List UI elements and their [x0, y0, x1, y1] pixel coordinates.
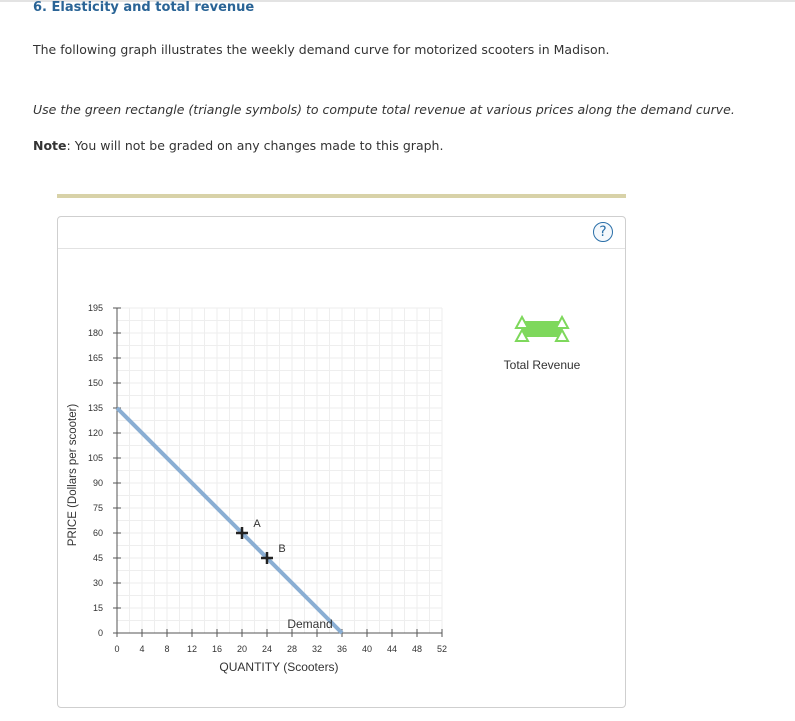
question-title: 6. Elasticity and total revenue [33, 0, 255, 15]
total-revenue-label: Total Revenue [503, 358, 581, 372]
y-tick-label: 90 [92, 478, 103, 488]
x-tick-label: 24 [261, 644, 273, 654]
demand-label: Demand [287, 617, 333, 631]
x-tick-label: 20 [236, 644, 248, 654]
y-tick-label: 15 [92, 603, 103, 613]
y-tick-label: 135 [87, 403, 103, 413]
y-tick-label: 150 [87, 378, 103, 388]
y-tick-label: 45 [92, 553, 103, 563]
y-tick-label: 0 [97, 628, 103, 638]
y-tick-label: 60 [92, 528, 103, 538]
points [236, 518, 286, 564]
y-tick-label: 30 [92, 578, 103, 588]
y-tick-label: 105 [87, 453, 103, 463]
x-tick-label: 12 [186, 644, 198, 654]
point-label: B [278, 543, 286, 555]
point-label: A [253, 518, 261, 530]
x-tick-label: 0 [114, 644, 120, 654]
x-tick-label: 44 [386, 644, 398, 654]
instruction-text: Use the green rectangle (triangle symbols) to compute total revenue at various prices along the demand curve. [33, 102, 735, 117]
help-button[interactable]: ? [593, 222, 613, 242]
x-tick-label: 16 [211, 644, 223, 654]
y-axis-label: PRICE (Dollars per scooter) [67, 403, 79, 547]
x-tick-label: 40 [361, 644, 373, 654]
grid [117, 308, 442, 633]
y-tick-label: 75 [92, 503, 103, 513]
x-tick-label: 8 [164, 644, 170, 654]
y-tick-label: 180 [87, 328, 103, 338]
y-tick-label: 195 [87, 303, 103, 313]
y-tick-label: 120 [87, 428, 103, 438]
x-tick-label: 32 [311, 644, 323, 654]
x-tick-label: 48 [411, 644, 423, 654]
x-tick-label: 36 [336, 644, 348, 654]
x-axis-label: QUANTITY (Scooters) [219, 660, 339, 674]
x-tick-label: 4 [139, 644, 145, 654]
note-label: Note [33, 138, 67, 153]
total-revenue-tool[interactable] [516, 317, 568, 341]
intro-text: The following graph illustrates the weekly demand curve for motorized scooters in Madison. [33, 42, 610, 57]
note-body: : You will not be graded on any changes made to this graph. [66, 138, 444, 153]
x-tick-label: 52 [436, 644, 448, 654]
y-tick-label: 165 [87, 353, 103, 363]
x-tick-label: 28 [286, 644, 298, 654]
